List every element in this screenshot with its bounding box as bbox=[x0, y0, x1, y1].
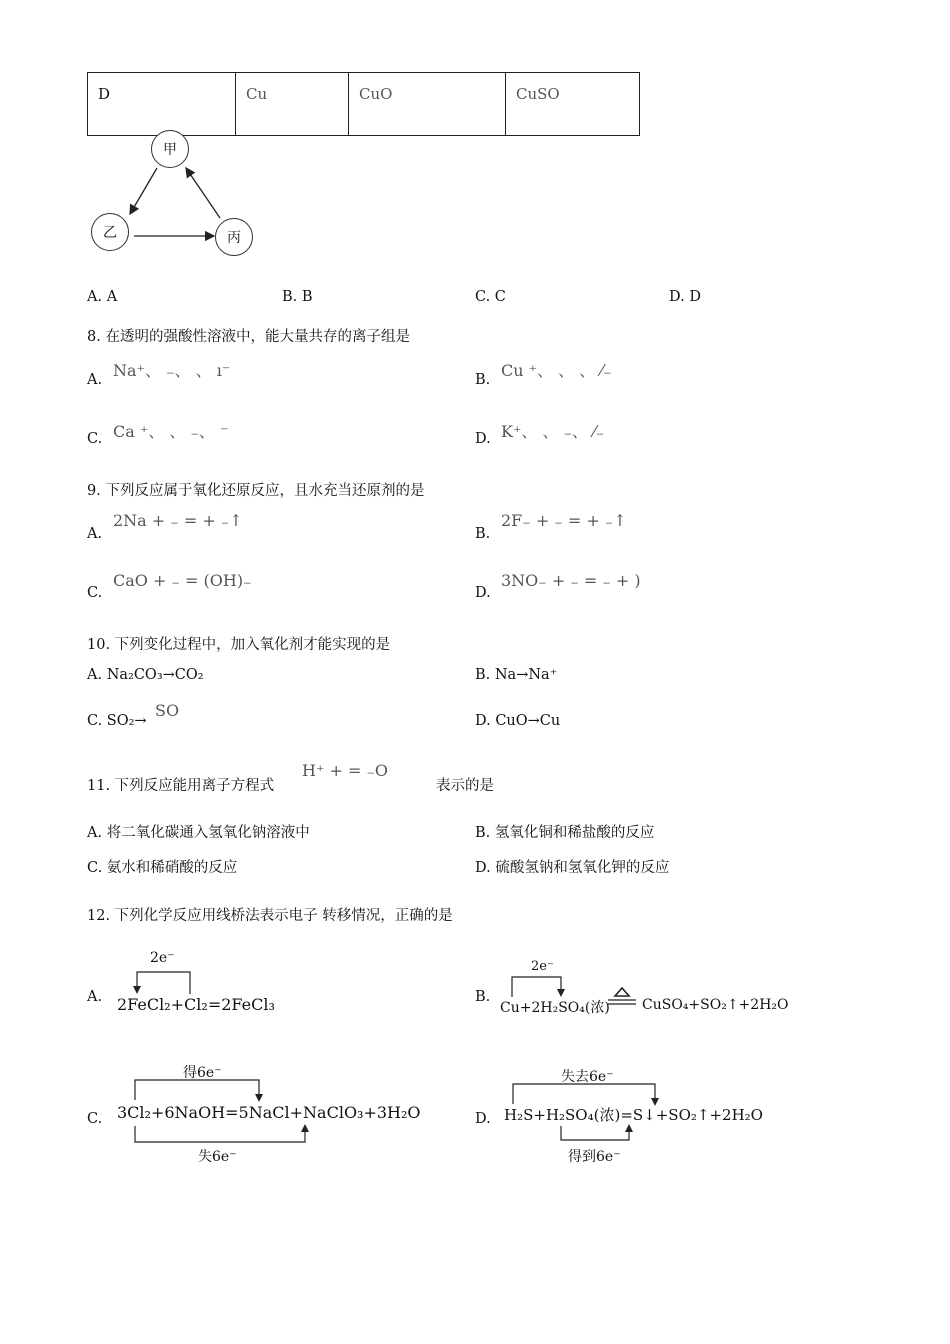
q12-d-label: D. bbox=[475, 1111, 491, 1127]
q10-option-a: A. Na₂CO₃→CO₂ bbox=[87, 667, 204, 683]
q8-stem: 8. 在透明的强酸性溶液中，能大量共存的离子组是 bbox=[87, 329, 410, 345]
table-cell-label: D bbox=[88, 73, 236, 136]
q12-b-label: B. bbox=[475, 989, 491, 1005]
q8-d-label: D. bbox=[475, 431, 491, 447]
table-cell-1: Cu bbox=[236, 73, 349, 136]
q11-option-d: D. 硫酸氢钠和氢氧化钾的反应 bbox=[475, 860, 670, 876]
q8-b-label: B. bbox=[475, 372, 491, 388]
q7-option-d: D. D bbox=[669, 289, 701, 305]
q11-ionic-equation: H⁺ + = ₋O bbox=[302, 761, 389, 780]
q8-d-text: K⁺、 、 ₋、 ⁄₋ bbox=[501, 422, 605, 441]
q7-option-b: B. B bbox=[282, 289, 313, 305]
q8-c-text: Ca ⁺、 、 ₋、 ⁻ bbox=[113, 422, 229, 441]
q10-option-d: D. CuO→Cu bbox=[475, 713, 561, 729]
q8-a-text: Na⁺、 ₋、 、 ı⁻ bbox=[113, 361, 231, 380]
q9-d-label: D. bbox=[475, 585, 491, 601]
q10-option-c-product: SO bbox=[155, 701, 180, 720]
table-cell-2: CuO bbox=[349, 73, 506, 136]
q9-stem: 9. 下列反应属于氧化还原反应，且水充当还原剂的是 bbox=[87, 483, 425, 499]
q12-d-gain: 得到6e⁻ bbox=[568, 1149, 621, 1165]
q9-d-text: 3NO₋ + ₋ = ₋ + ) bbox=[501, 571, 641, 590]
q9-b-label: B. bbox=[475, 526, 491, 542]
node-jia: 甲 bbox=[151, 130, 189, 168]
q11-stem-pre: 11. 下列反应能用离子方程式 bbox=[87, 778, 275, 794]
q12-c-loss: 失6e⁻ bbox=[198, 1149, 237, 1165]
q9-c-label: C. bbox=[87, 585, 103, 601]
q8-c-label: C. bbox=[87, 431, 103, 447]
q11-option-a: A. 将二氧化碳通入氢氧化钠溶液中 bbox=[87, 825, 310, 841]
q9-a-text: 2Na + ₋ = + ₋↑ bbox=[113, 511, 243, 530]
node-yi: 乙 bbox=[91, 213, 129, 251]
q9-c-text: CaO + ₋ = (OH)₋ bbox=[113, 571, 252, 590]
heat-equals-icon bbox=[606, 985, 638, 1009]
q12-d-equation: H₂S+H₂SO₄(浓)=S↓+SO₂↑+2H₂O bbox=[504, 1106, 763, 1124]
q10-stem: 10. 下列变化过程中，加入氧化剂才能实现的是 bbox=[87, 637, 391, 653]
q7-option-a: A. A bbox=[87, 289, 118, 305]
q8-a-label: A. bbox=[87, 372, 103, 388]
q12-stem: 12. 下列化学反应用线桥法表示电子 转移情况，正确的是 bbox=[87, 908, 453, 924]
q12-a-label: A. bbox=[87, 989, 103, 1005]
table-cell-3: CuSO bbox=[506, 73, 640, 136]
q10-option-c: C. SO₂→ bbox=[87, 713, 147, 729]
q12-a-equation: 2FeCl₂+Cl₂=2FeCl₃ bbox=[117, 995, 275, 1014]
q12-a-electrons: 2e⁻ bbox=[150, 950, 175, 966]
q12-c-gain: 得6e⁻ bbox=[183, 1065, 222, 1081]
q9-b-text: 2F₋ + ₋ = + ₋↑ bbox=[501, 511, 627, 530]
q11-option-c: C. 氨水和稀硝酸的反应 bbox=[87, 860, 238, 876]
q12-b-bridge bbox=[505, 973, 575, 999]
q11-option-b: B. 氢氧化铜和稀盐酸的反应 bbox=[475, 825, 655, 841]
q12-b-electrons: 2e⁻ bbox=[531, 959, 554, 974]
q8-b-text: Cu ⁺、 、 、 ⁄₋ bbox=[501, 361, 612, 380]
q10-option-b: B. Na→Na⁺ bbox=[475, 667, 558, 683]
q9-a-label: A. bbox=[87, 526, 103, 542]
q12-c-label: C. bbox=[87, 1111, 103, 1127]
q12-b-equation-right: CuSO₄+SO₂↑+2H₂O bbox=[642, 997, 789, 1013]
q12-d-loss: 失去6e⁻ bbox=[561, 1069, 614, 1085]
q7-option-c: C. C bbox=[475, 289, 506, 305]
node-bing: 丙 bbox=[215, 218, 253, 256]
q12-c-equation: 3Cl₂+6NaOH=5NaCl+NaClO₃+3H₂O bbox=[117, 1103, 421, 1122]
q11-stem-post: 表示的是 bbox=[436, 778, 494, 794]
q12-a-bridge bbox=[120, 966, 210, 996]
q12-b-equation-left: Cu+2H₂SO₄(浓) bbox=[500, 1000, 610, 1016]
